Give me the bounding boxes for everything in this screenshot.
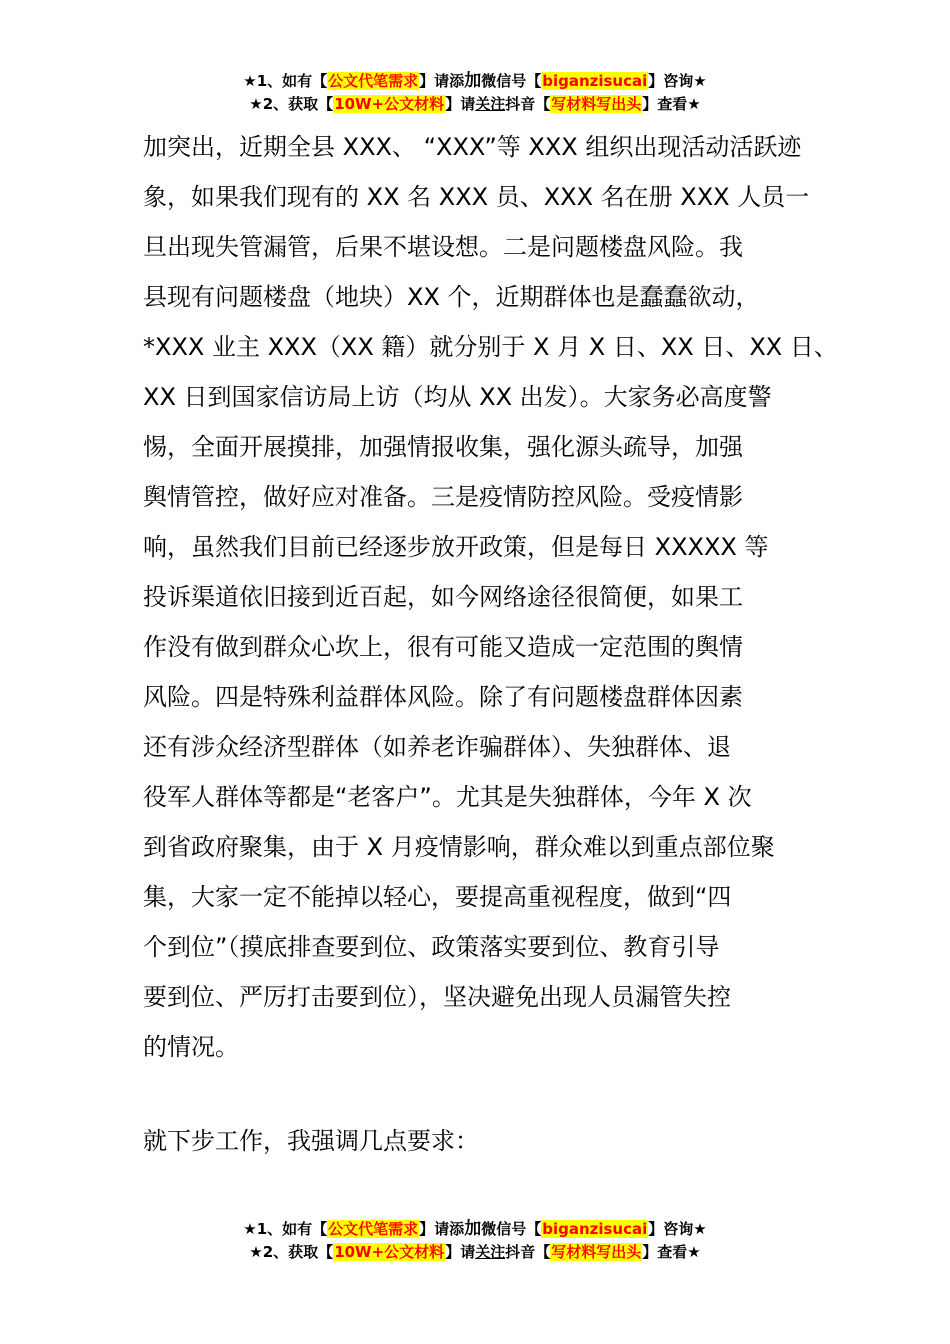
banner-line-1	[0, 70, 950, 93]
banner-highlight: biganzisucai	[542, 1220, 648, 1238]
banner-line-2	[0, 1241, 950, 1264]
body-line: 个到位”（摸底排查要到位、政策落实要到位、教育引导	[143, 933, 720, 961]
banner-text: 】查看★	[642, 1243, 701, 1261]
closing-line: 就下步工作，我强调几点要求：	[143, 1127, 479, 1155]
paragraph-gap	[143, 1072, 833, 1116]
body-line: 还有涉众经济型群体（如养老诈骗群体）、失独群体、退	[143, 733, 731, 761]
banner-text: 】请	[445, 1243, 476, 1261]
banner-highlight: 公文代笔需求	[328, 72, 419, 90]
banner-text: 微信号【	[481, 72, 542, 90]
banner-text: 】请	[445, 95, 476, 113]
body-line: XX 日到国家信访局上访（均从 XX 出发）。大家务必高度警	[143, 383, 772, 411]
body-line: 的情况。	[143, 1033, 239, 1061]
banner-line-2	[0, 93, 950, 116]
footer-banner	[0, 1218, 950, 1264]
banner-text: 抖音【	[505, 95, 551, 113]
body-line: 舆情管控，做好应对准备。三是疫情防控风险。受疫情影	[143, 483, 743, 511]
banner-text: ★1、如有【	[243, 72, 328, 90]
banner-text: 】咨询★	[648, 1220, 707, 1238]
body-line: 县现有问题楼盘（地块）XX 个，近期群体也是蠢蠢欲动，	[143, 283, 760, 311]
body-line: 风险。四是特殊利益群体风险。除了有问题楼盘群体因素	[143, 683, 743, 711]
banner-text: ★2、获取【	[249, 95, 334, 113]
banner-text: 】请添	[419, 72, 465, 90]
body-line: 惕，全面开展摸排，加强情报收集，强化源头疏导，加强	[143, 433, 743, 461]
banner-text: 关注	[475, 1243, 506, 1261]
body-line: 集，大家一定不能掉以轻心，要提高重视程度，做到“四	[143, 883, 732, 911]
banner-text: ★2、获取【	[249, 1243, 334, 1261]
body-line: 响，虽然我们目前已经逐步放开政策，但是每日 XXXXX 等	[143, 533, 769, 561]
body-line: 役军人群体等都是“老客户”。尤其是失独群体，今年 X 次	[143, 783, 752, 811]
banner-text: ★1、如有【	[243, 1220, 328, 1238]
banner-text: 加	[464, 1219, 482, 1239]
body-line: 要到位、严厉打击要到位），坚决避免出现人员漏管失控	[143, 983, 731, 1011]
banner-text: 关注	[475, 95, 506, 113]
body-line: 到省政府聚集，由于 X 月疫情影响，群众难以到重点部位聚	[143, 833, 775, 861]
body-line: 投诉渠道依旧接到近百起，如今网络途径很简便，如果工	[143, 583, 743, 611]
banner-highlight: 写材料写出头	[551, 1243, 642, 1261]
banner-text: 抖音【	[505, 1243, 551, 1261]
body-line: 象，如果我们现有的 XX 名 XXX 员、XXX 名在册 XXX 人员一	[143, 183, 810, 211]
banner-highlight: 写材料写出头	[551, 95, 642, 113]
banner-text: 】查看★	[642, 95, 701, 113]
banner-text: 】咨询★	[648, 72, 707, 90]
banner-highlight: biganzisucai	[542, 72, 648, 90]
header-banner	[0, 70, 950, 116]
body-line: 旦出现失管漏管，后果不堪设想。二是问题楼盘风险。我	[143, 233, 743, 261]
banner-text: 】请添	[419, 1220, 465, 1238]
body-line: 加突出，近期全县 XXX、 “XXX”等 XXX 组织出现活动活跃迹	[143, 133, 802, 161]
banner-highlight: 10W+公文材料	[334, 1243, 445, 1261]
body-line: 作没有做到群众心坎上，很有可能又造成一定范围的舆情	[143, 633, 743, 661]
document-body	[143, 122, 838, 1166]
body-line: *XXX 业主 XXX（XX 籍）就分别于 X 月 X 日、XX 日、XX 日、	[143, 333, 838, 361]
banner-highlight: 公文代笔需求	[328, 1220, 419, 1238]
banner-highlight: 10W+公文材料	[334, 95, 445, 113]
banner-text: 加	[464, 71, 482, 91]
banner-text: 微信号【	[481, 1220, 542, 1238]
banner-line-1	[0, 1218, 950, 1241]
